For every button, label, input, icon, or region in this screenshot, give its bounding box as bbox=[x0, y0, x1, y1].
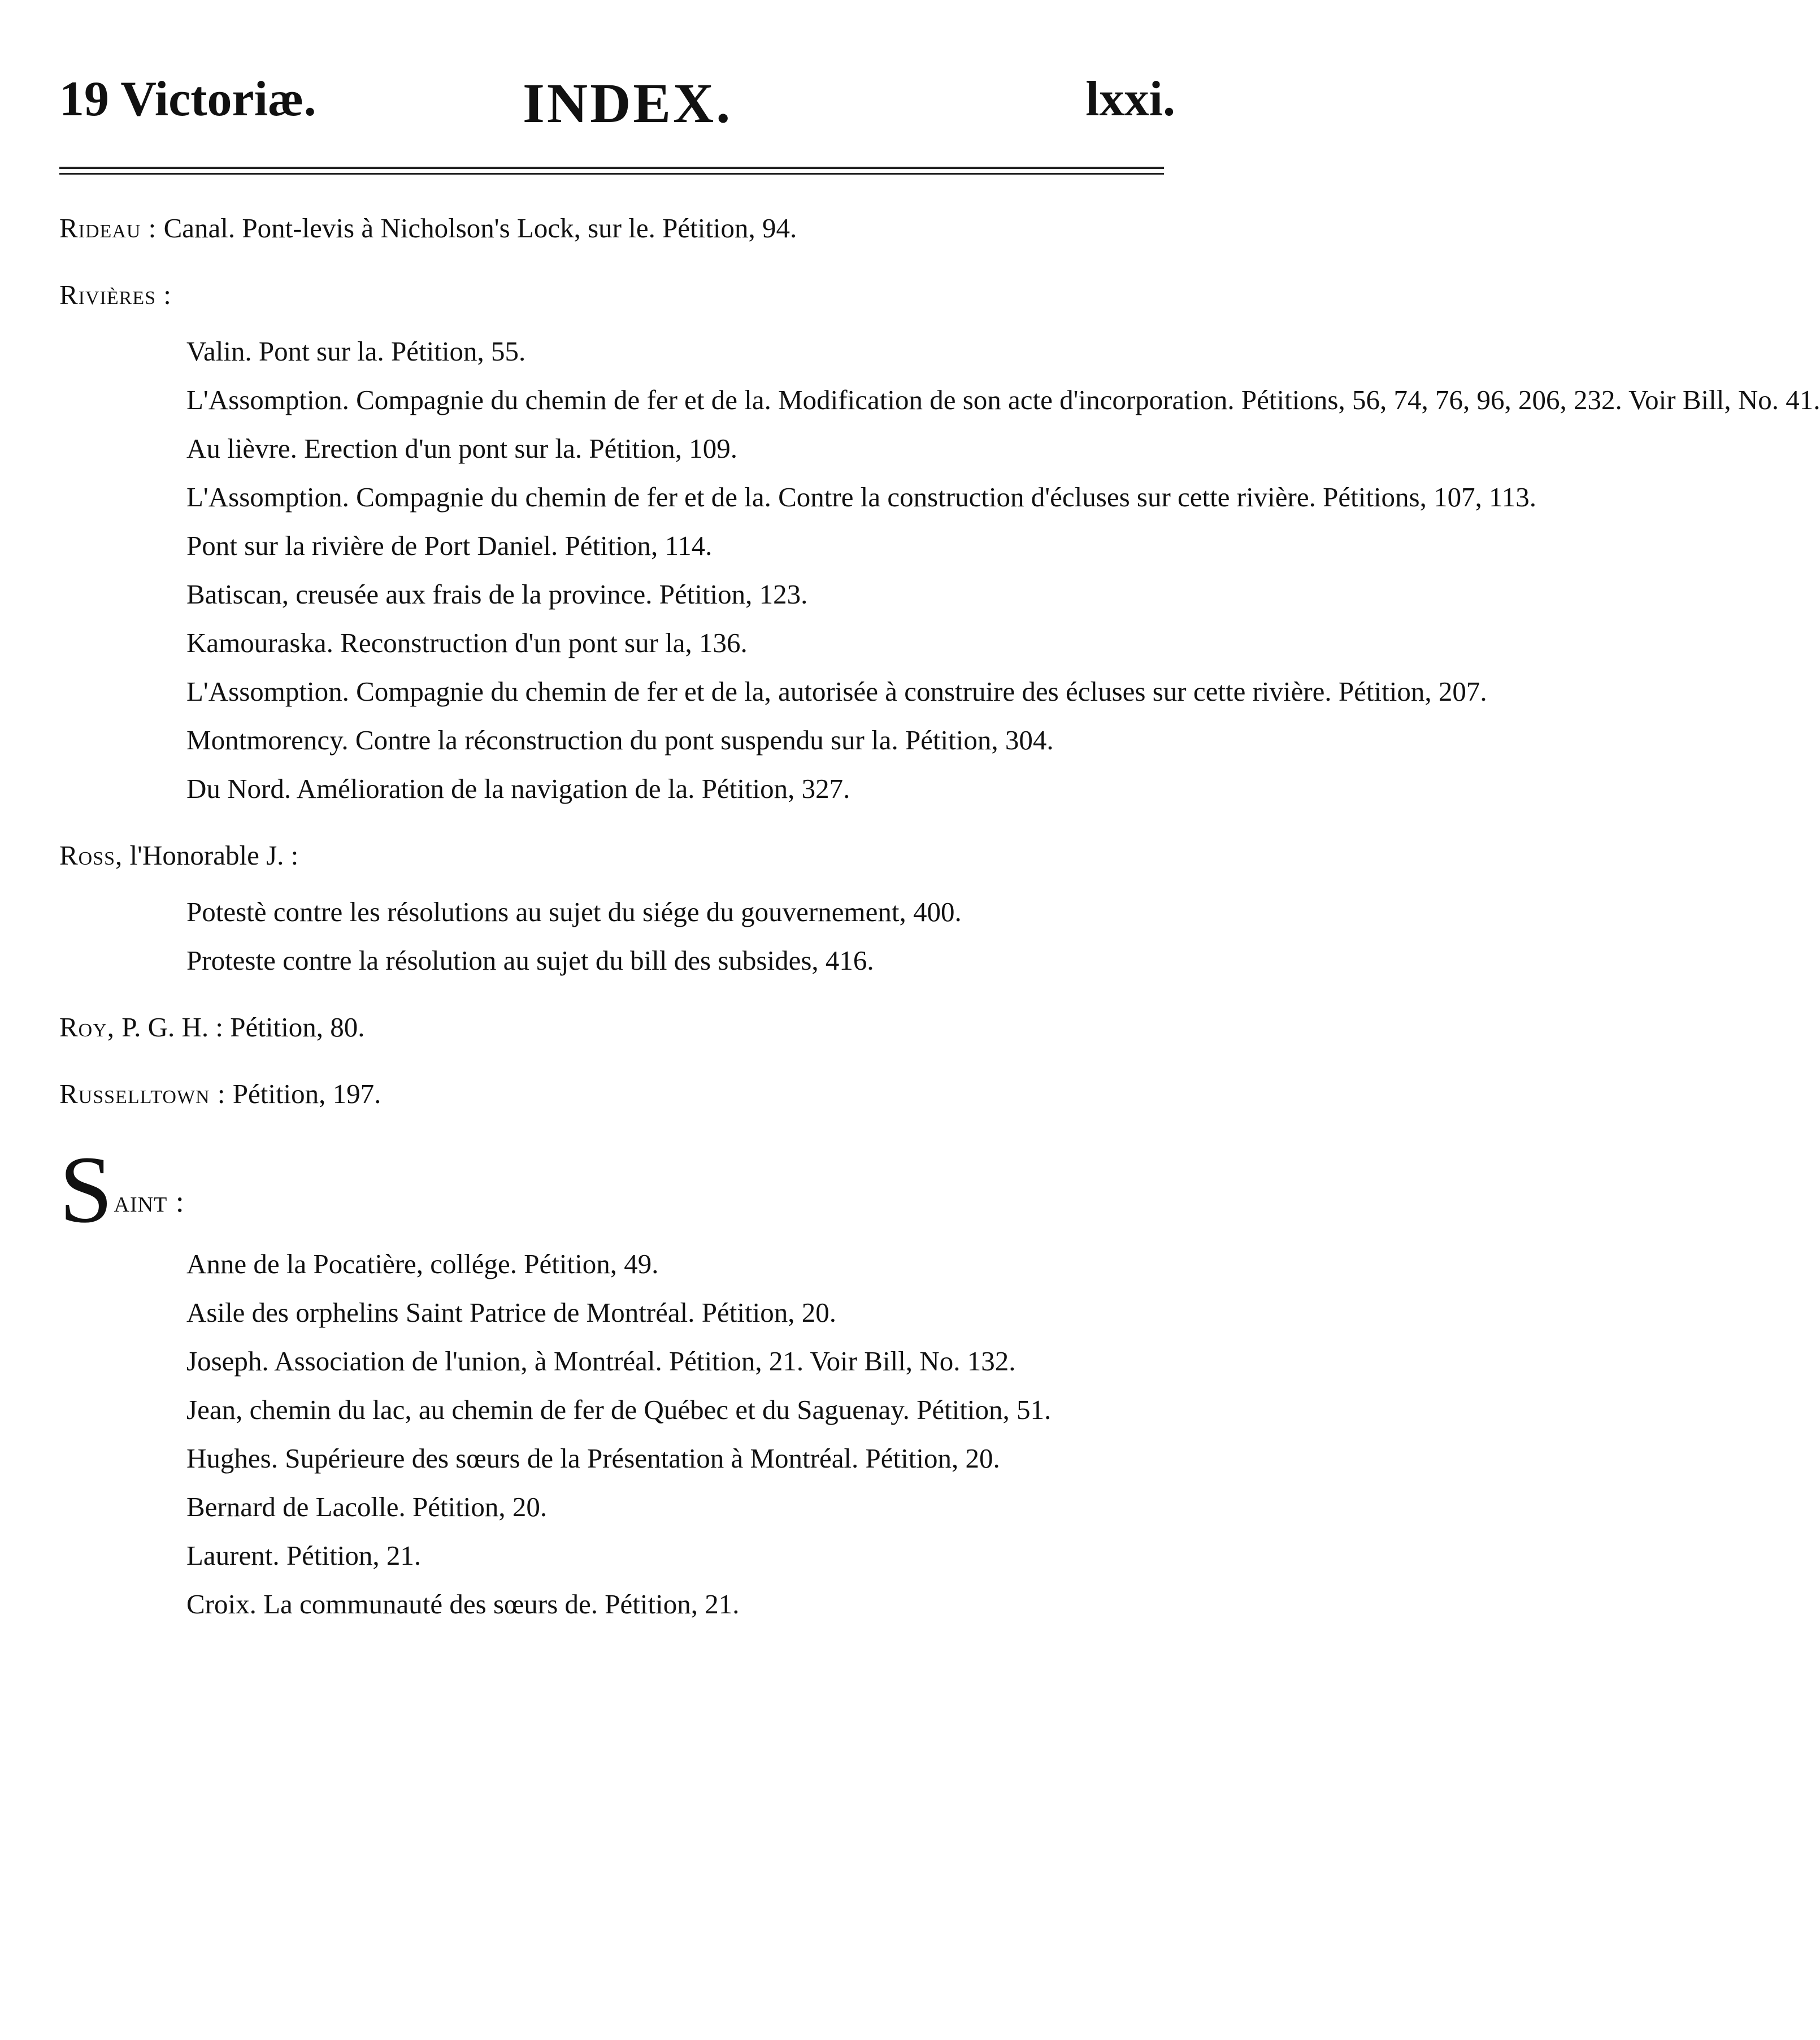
sub-entry: Potestè contre les résolutions au sujet du siége du gouvernement, 400. bbox=[186, 896, 962, 927]
sub-entry: Batiscan, creusée aux frais de la province. Pétition, 123. bbox=[186, 579, 808, 610]
page-header bbox=[59, 71, 1175, 133]
sub-entry: L'Assomption. Compagnie du chemin de fer et de la. Modification de son acte d'incorporation. Pétitions, 56, 74, 76, 96, 206, 232. Voir Bill, No. 41. bbox=[186, 384, 1820, 415]
sub-entry: Croix. La communauté des sœurs de. Pétition, 21. bbox=[186, 1588, 740, 1620]
sub-entry: Du Nord. Amélioration de la navigation de la. Pétition, 327. bbox=[186, 773, 850, 804]
sub-entry: L'Assomption. Compagnie du chemin de fer et de la. Contre la construction d'écluses sur cette rivière. Pétitions, 107, 113. bbox=[186, 481, 1537, 513]
sub-entry: Bernard de Lacolle. Pétition, 20. bbox=[186, 1491, 548, 1522]
index-entry-rivieres bbox=[59, 273, 1820, 811]
entry-heading-rest: l'Honorable J. : bbox=[123, 840, 299, 871]
entry-heading: Rideau : bbox=[59, 212, 157, 244]
page-number: lxxi. bbox=[1085, 72, 1175, 127]
section-heading-saint bbox=[59, 1136, 1181, 1243]
sub-entry: Jean, chemin du lac, au chemin de fer de Québec et du Saguenay. Pétition, 51. bbox=[186, 1394, 1052, 1425]
running-head-left: 19 Victoriæ. bbox=[59, 72, 316, 127]
entry-heading: Ross, bbox=[59, 840, 123, 871]
index-content bbox=[59, 206, 1820, 1631]
sub-entry: Valin. Pont sur la. Pétition, 55. bbox=[186, 336, 526, 367]
sub-entry: Laurent. Pétition, 21. bbox=[186, 1540, 422, 1571]
drop-initial: S bbox=[59, 1136, 113, 1243]
sub-entry: Asile des orphelins Saint Patrice de Montréal. Pétition, 20. bbox=[186, 1297, 836, 1328]
header-rule-bottom bbox=[59, 173, 1164, 175]
sub-entry-list bbox=[186, 329, 1820, 811]
index-entry-ross bbox=[59, 834, 1181, 983]
sub-entry: Pont sur la rivière de Port Daniel. Pétition, 114. bbox=[186, 530, 713, 561]
index-entry-russelltown bbox=[59, 1072, 1181, 1116]
header-rule-top bbox=[59, 167, 1164, 169]
sub-entry: Joseph. Association de l'union, à Montréal. Pétition, 21. Voir Bill, No. 132. bbox=[186, 1345, 1016, 1377]
entry-text: Pétition, 197. bbox=[225, 1078, 381, 1109]
index-entry-rideau bbox=[59, 206, 1181, 250]
running-head-title: INDEX. bbox=[523, 72, 733, 134]
sub-entry: Montmorency. Contre la réconstruction du pont suspendu sur la. Pétition, 304. bbox=[186, 724, 1054, 756]
entry-heading: Russelltown : bbox=[59, 1078, 226, 1109]
sub-entry: Kamouraska. Reconstruction d'un pont sur la, 136. bbox=[186, 627, 748, 658]
section-heading-rest: aint : bbox=[114, 1184, 185, 1218]
sub-entry: L'Assomption. Compagnie du chemin de fer et de la, autorisée à construire des écluses sur cette rivière. Pétition, 207. bbox=[186, 676, 1487, 707]
entry-text: Canal. Pont-levis à Nicholson's Lock, sur le. Pétition, 94. bbox=[163, 212, 797, 244]
sub-entry-list bbox=[186, 890, 1181, 983]
saint-sub-entry-list bbox=[186, 1242, 1181, 1626]
sub-entry: Anne de la Pocatière, collége. Pétition, 49. bbox=[186, 1248, 659, 1279]
entry-heading: Rivières : bbox=[59, 279, 172, 310]
sub-entry: Proteste contre la résolution au sujet du bill des subsides, 416. bbox=[186, 945, 874, 976]
entry-text: P. G. H. : Pétition, 80. bbox=[115, 1012, 365, 1043]
entry-heading: Roy, bbox=[59, 1012, 115, 1043]
index-entry-roy bbox=[59, 1005, 1181, 1049]
sub-entry: Au lièvre. Erection d'un pont sur la. Pétition, 109. bbox=[186, 433, 738, 464]
sub-entry: Hughes. Supérieure des sœurs de la Présentation à Montréal. Pétition, 20. bbox=[186, 1443, 1000, 1474]
